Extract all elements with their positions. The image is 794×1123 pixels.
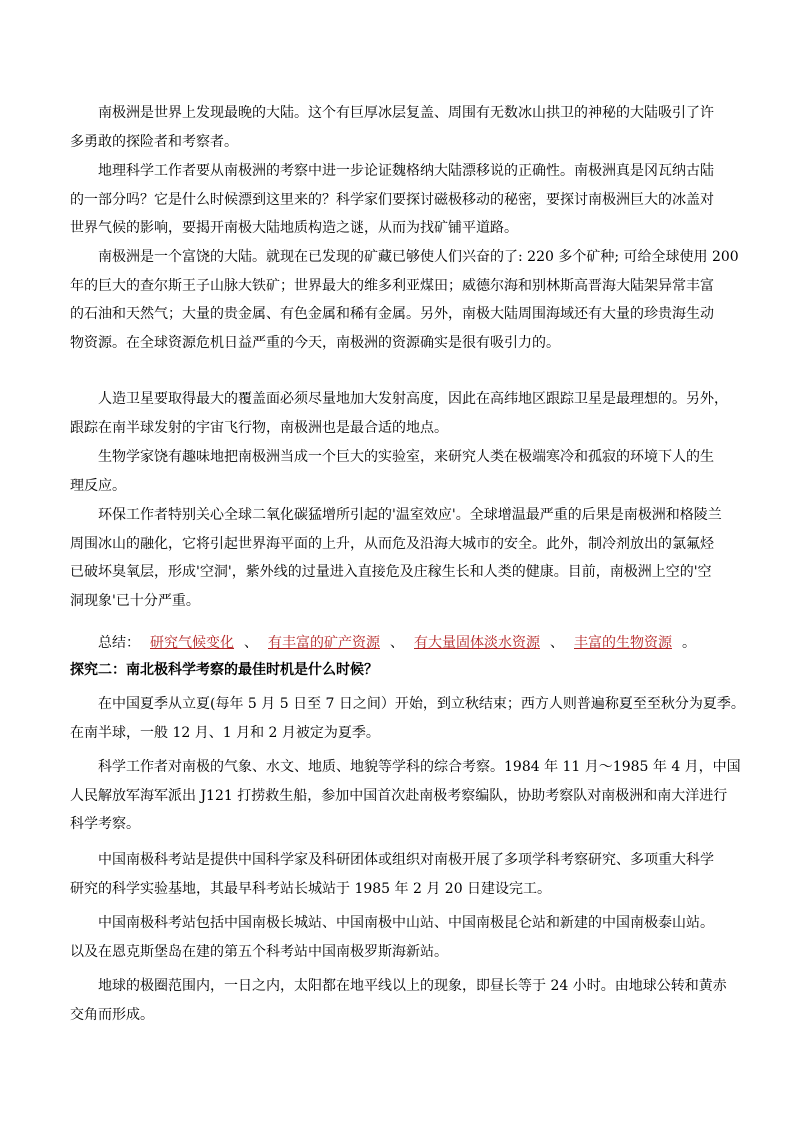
text-line: 人造卫星要取得最大的覆盖面必须尽量地加大发射高度，因此在高纬地区跟踪卫星是最理想的。另外， bbox=[98, 391, 728, 407]
text-line: 南极洲是一个富饶的大陆。就现在已发现的矿藏已够使人们兴奋的了: 220 多个矿种; 可给全球使用 200 bbox=[98, 249, 739, 265]
text-line: 跟踪在南半球发射的宇宙飞行物，南极洲也是最合适的地点。 bbox=[70, 419, 448, 436]
paragraph-discovery bbox=[70, 99, 730, 156]
separator: 、 bbox=[244, 635, 258, 651]
separator: 、 bbox=[550, 635, 564, 651]
text-line: 在中国夏季从立夏(每年 5 月 5 日至 7 日之间）开始，到立秋结束；西方人则普遍称夏至至秋分为夏季。 bbox=[98, 696, 745, 712]
text-line: 世界气候的影响，要揭开南极大陆地质构造之谜，从而为找矿铺平道路。 bbox=[70, 220, 518, 236]
paragraph-satellite bbox=[70, 385, 730, 442]
text-line: 科学考察。 bbox=[70, 816, 140, 832]
text-line: 年的巨大的查尔斯王子山脉大铁矿；世界最大的维多利亚煤田；威德尔海和别林斯高晋海大陆架异常丰富 bbox=[70, 277, 714, 294]
text-line: 研究的科学实验基地，其最早科考站长城站于 1985 年 2 月 20 日建设完工。 bbox=[70, 880, 552, 897]
paragraph-geology bbox=[70, 157, 730, 243]
text-line: 以及在恩克斯堡岛在建的第五个科考站中国南极罗斯海新站。 bbox=[70, 943, 448, 960]
text-line: 环保工作者特别关心全球二氧化碳猛增所引起的'温室效应'。全球增温最严重的后果是南极洲和格陵兰 bbox=[98, 507, 722, 523]
separator: 、 bbox=[390, 635, 404, 651]
text-line: 理反应。 bbox=[70, 477, 126, 494]
section-heading bbox=[70, 656, 730, 685]
summary-end: 。 bbox=[682, 635, 696, 651]
text-line: 已破坏臭氧层，形成'空洞'，紫外线的过量进入直接危及庄稼生长和人类的健康。目前，南极洲上空的'空 bbox=[70, 564, 712, 580]
paragraph-resources bbox=[70, 243, 739, 357]
summary-line bbox=[98, 629, 696, 657]
paragraph-biology bbox=[70, 443, 730, 500]
text-line: 科学工作者对南极的气象、水文、地质、地貌等学科的综合考察。1984 年 11 月～1985 年 4 月，中国 bbox=[98, 759, 741, 775]
text-line: 地理科学工作者要从南极洲的考察中进一步论证魏格纳大陆漂移说的正确性。南极洲真是冈瓦纳古陆 bbox=[98, 163, 714, 179]
text-line: 在南半球，一般 12 月、1 月和 2 月被定为夏季。 bbox=[70, 724, 380, 741]
text-line: 的石油和天然气；大量的贵金属、有色金属和稀有金属。另外，南极大陆周围海域还有大量的珍贵海生动 bbox=[70, 306, 714, 322]
text-line: 生物学家饶有趣味地把南极洲当成一个巨大的实验室，来研究人类在极端寒冷和孤寂的环境下人的生 bbox=[98, 449, 714, 465]
text-line: 多勇敢的探险者和考察者。 bbox=[70, 133, 238, 150]
paragraph-expedition bbox=[70, 753, 741, 839]
answer-blank: 研究气候变化 bbox=[150, 635, 234, 651]
text-line: 地球的极圈范围内，一日之内，太阳都在地平线以上的现象，即昼长等于 24 小时。由地球公转和黄赤 bbox=[98, 978, 727, 994]
paragraph-stations bbox=[70, 846, 730, 903]
text-line: 物资源。在全球资源危机日益严重的今天，南极洲的资源确实是很有吸引力的。 bbox=[70, 334, 560, 351]
section-heading-text: 探究二：南北极科学考察的最佳时机是什么时候？ bbox=[70, 662, 378, 678]
text-line: 南极洲是世界上发现最晚的大陆。这个有巨厚冰层复盖、周围有无数冰山拱卫的神秘的大陆吸引了许 bbox=[98, 105, 714, 121]
paragraph-environment bbox=[70, 501, 730, 615]
text-line: 中国南极科考站包括中国南极长城站、中国南极中山站、中国南极昆仑站和新建的中国南极泰山站。 bbox=[98, 915, 714, 931]
text-line: 的一部分吗？它是什么时候漂到这里来的？科学家们要探讨磁极移动的秘密，要探讨南极洲巨大的冰盖对 bbox=[70, 191, 714, 208]
text-line: 洞现象'已十分严重。 bbox=[70, 592, 200, 609]
text-line: 周围冰山的融化，它将引起世界海平面的上升，从而危及沿海大城市的安全。此外，制冷剂放出的氯氟烃 bbox=[70, 535, 714, 552]
answer-blank: 丰富的生物资源 bbox=[574, 635, 672, 651]
text-line: 人民解放军海军派出 J121 打捞救生船，参加中国首次赴南极考察编队，协助考察队对南极洲和南大洋进行 bbox=[70, 787, 728, 804]
paragraph-station-list bbox=[70, 909, 730, 966]
summary-label: 总结： bbox=[98, 635, 140, 651]
paragraph-polar-day bbox=[70, 972, 730, 1029]
text-line: 中国南极科考站是提供中国科学家及科研团体或组织对南极开展了多项学科考察研究、多项重大科学 bbox=[98, 852, 714, 868]
answer-blank: 有丰富的矿产资源 bbox=[268, 635, 380, 651]
text-line: 交角而形成。 bbox=[70, 1006, 154, 1023]
paragraph-summer bbox=[70, 690, 745, 747]
answer-blank: 有大量固体淡水资源 bbox=[414, 635, 540, 651]
